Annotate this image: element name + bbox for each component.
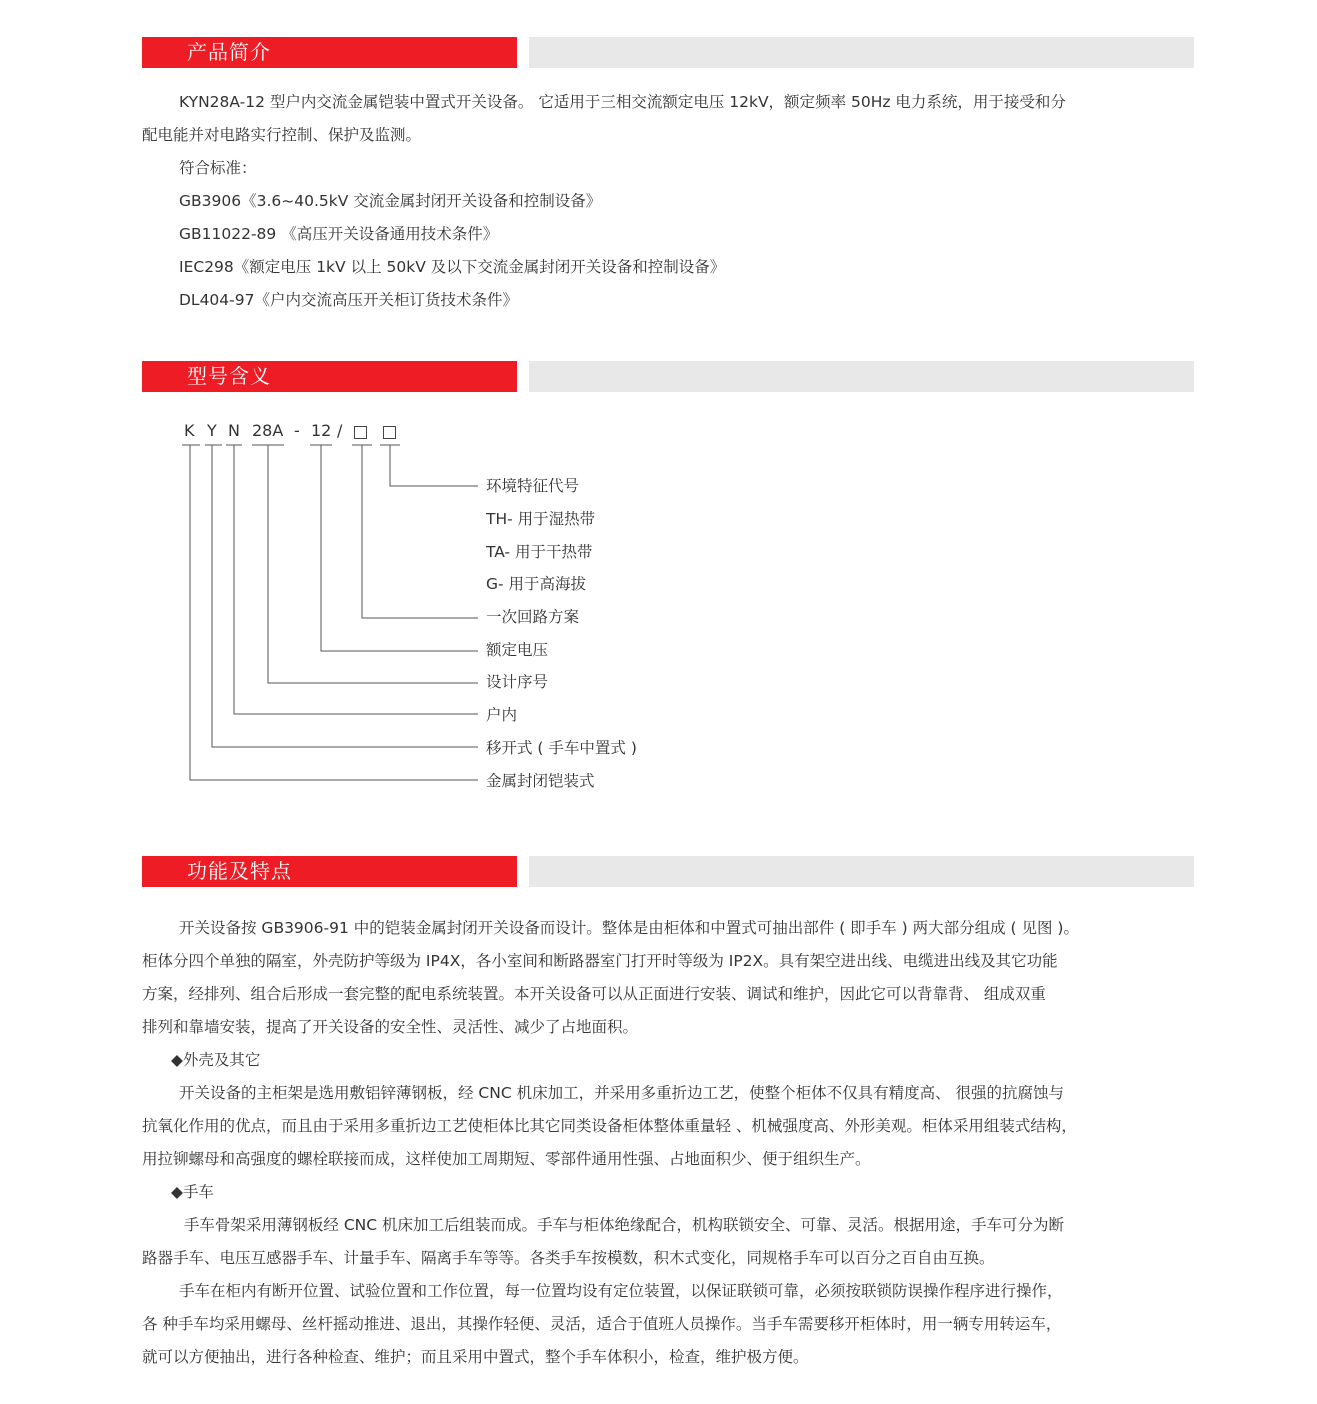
features-text [142, 912, 1194, 1374]
section-header-features [142, 856, 1194, 887]
section-title: 产品简介 [187, 40, 271, 64]
section-title: 型号含义 [187, 364, 271, 388]
header-gray-bar [529, 856, 1194, 887]
label-withdrawable: 移开式 ( 手车中置式 ) [486, 739, 637, 757]
code-char-y: Y [207, 421, 217, 440]
paragraph-line: 各 种手车均采用螺母、丝杆摇动推进、退出，其操作轻便、灵活，适合于值班人员操作。当手车需要移开柜体时，用一辆专用转运车， [142, 1315, 1062, 1333]
standard-line: GB11022-89 《高压开关设备通用技术条件》 [179, 225, 499, 243]
code-char-k: K [184, 421, 195, 440]
code-dash: - [294, 421, 300, 440]
label-ta: TA- 用于干热带 [486, 543, 593, 561]
paragraph-line: 手车骨架采用薄钢板经 CNC 机床加工后组装而成。手车与柜体绝缘配合，机构联锁安全、可靠、灵活。根据用途，手车可分为断 [179, 1216, 1065, 1234]
paragraph-line: 方案，经排列、组合后形成一套完整的配电系统装置。本开关设备可以从正面进行安装、调试和维护，因此它可以背靠背、 组成双重 [142, 985, 1046, 1003]
code-voltage: 12 [311, 421, 332, 440]
paragraph-line: KYN28A-12 型户内交流金属铠装中置式开关设备。 它适用于三相交流额定电压 12kV，额定频率 50Hz 电力系统，用于接受和分 [179, 93, 1066, 111]
label-indoor: 户内 [486, 706, 518, 724]
paragraph-line: 柜体分四个单独的隔室，外壳防护等级为 IP4X，各小室间和断路器室门打开时等级为 IP2X。具有架空进出线、电缆进出线及其它功能 [142, 952, 1058, 970]
label-g: G- 用于高海拔 [486, 575, 587, 593]
paragraph-line: 路器手车、电压互感器手车、计量手车、隔离手车等等。各类手车按模数，积木式变化，同规格手车可以百分之百自由互换。 [142, 1249, 995, 1267]
code-design-seq: 28A [252, 421, 284, 440]
paragraph-line: 符合标准： [179, 159, 257, 177]
paragraph-line: 手车在柜内有断开位置、试验位置和工作位置，每一位置均设有定位装置，以保证联锁可靠，必须按联锁防误操作程序进行操作， [179, 1282, 1063, 1300]
label-rated-voltage: 额定电压 [486, 641, 549, 659]
standard-line: IEC298《额定电压 1kV 以上 50kV 及以下交流金属封闭开关设备和控制设备》 [179, 258, 726, 276]
label-th: TH- 用于湿热带 [486, 510, 596, 528]
paragraph-line: 就可以方便抽出，进行各种检查、维护；而且采用中置式，整个手车体积小，检查，维护极方便。 [142, 1348, 809, 1366]
paragraph-line: 配电能并对电路实行控制、保护及监测。 [142, 126, 422, 144]
label-design-seq: 设计序号 [486, 673, 549, 691]
label-metal-clad: 金属封闭铠装式 [486, 772, 595, 790]
section-title: 功能及特点 [187, 859, 292, 883]
paragraph-line: 排列和靠墙安装，提高了开关设备的安全性、灵活性、减少了占地面积。 [142, 1018, 639, 1036]
paragraph-line: 用拉铆螺母和高强度的螺栓联接而成，这样使加工周期短、零部件通用性强、占地面积少、便于组织生产。 [142, 1150, 871, 1168]
standard-line: DL404-97《户内交流高压开关柜订货技术条件》 [179, 291, 518, 309]
paragraph-line: 抗氧化作用的优点，而且由于采用多重折边工艺使柜体比其它同类设备柜体整体重量轻 、机械强度高、外形美观。柜体采用组装式结构， [142, 1117, 1077, 1135]
label-environment-code: 环境特征代号 [486, 477, 580, 495]
paragraph-line: 开关设备按 GB3906-91 中的铠装金属封闭开关设备而设计。整体是由柜体和中置式可抽出部件 ( 即手车 ) 两大部分组成 ( 见图 )。 [179, 919, 1079, 937]
label-primary-circuit: 一次回路方案 [486, 608, 580, 626]
standard-line: GB3906《3.6~40.5kV 交流金属封闭开关设备和控制设备》 [179, 192, 602, 210]
code-slash: / [337, 421, 343, 440]
subheading-housing: ◆外壳及其它 [171, 1051, 261, 1069]
paragraph-line: 开关设备的主柜架是选用敷铝锌薄钢板，经 CNC 机床加工，并采用多重折边工艺，使整个柜体不仅具有精度高、 很强的抗腐蚀与 [179, 1084, 1065, 1102]
subheading-truck: ◆手车 [171, 1183, 214, 1201]
code-char-n: N [228, 421, 240, 440]
